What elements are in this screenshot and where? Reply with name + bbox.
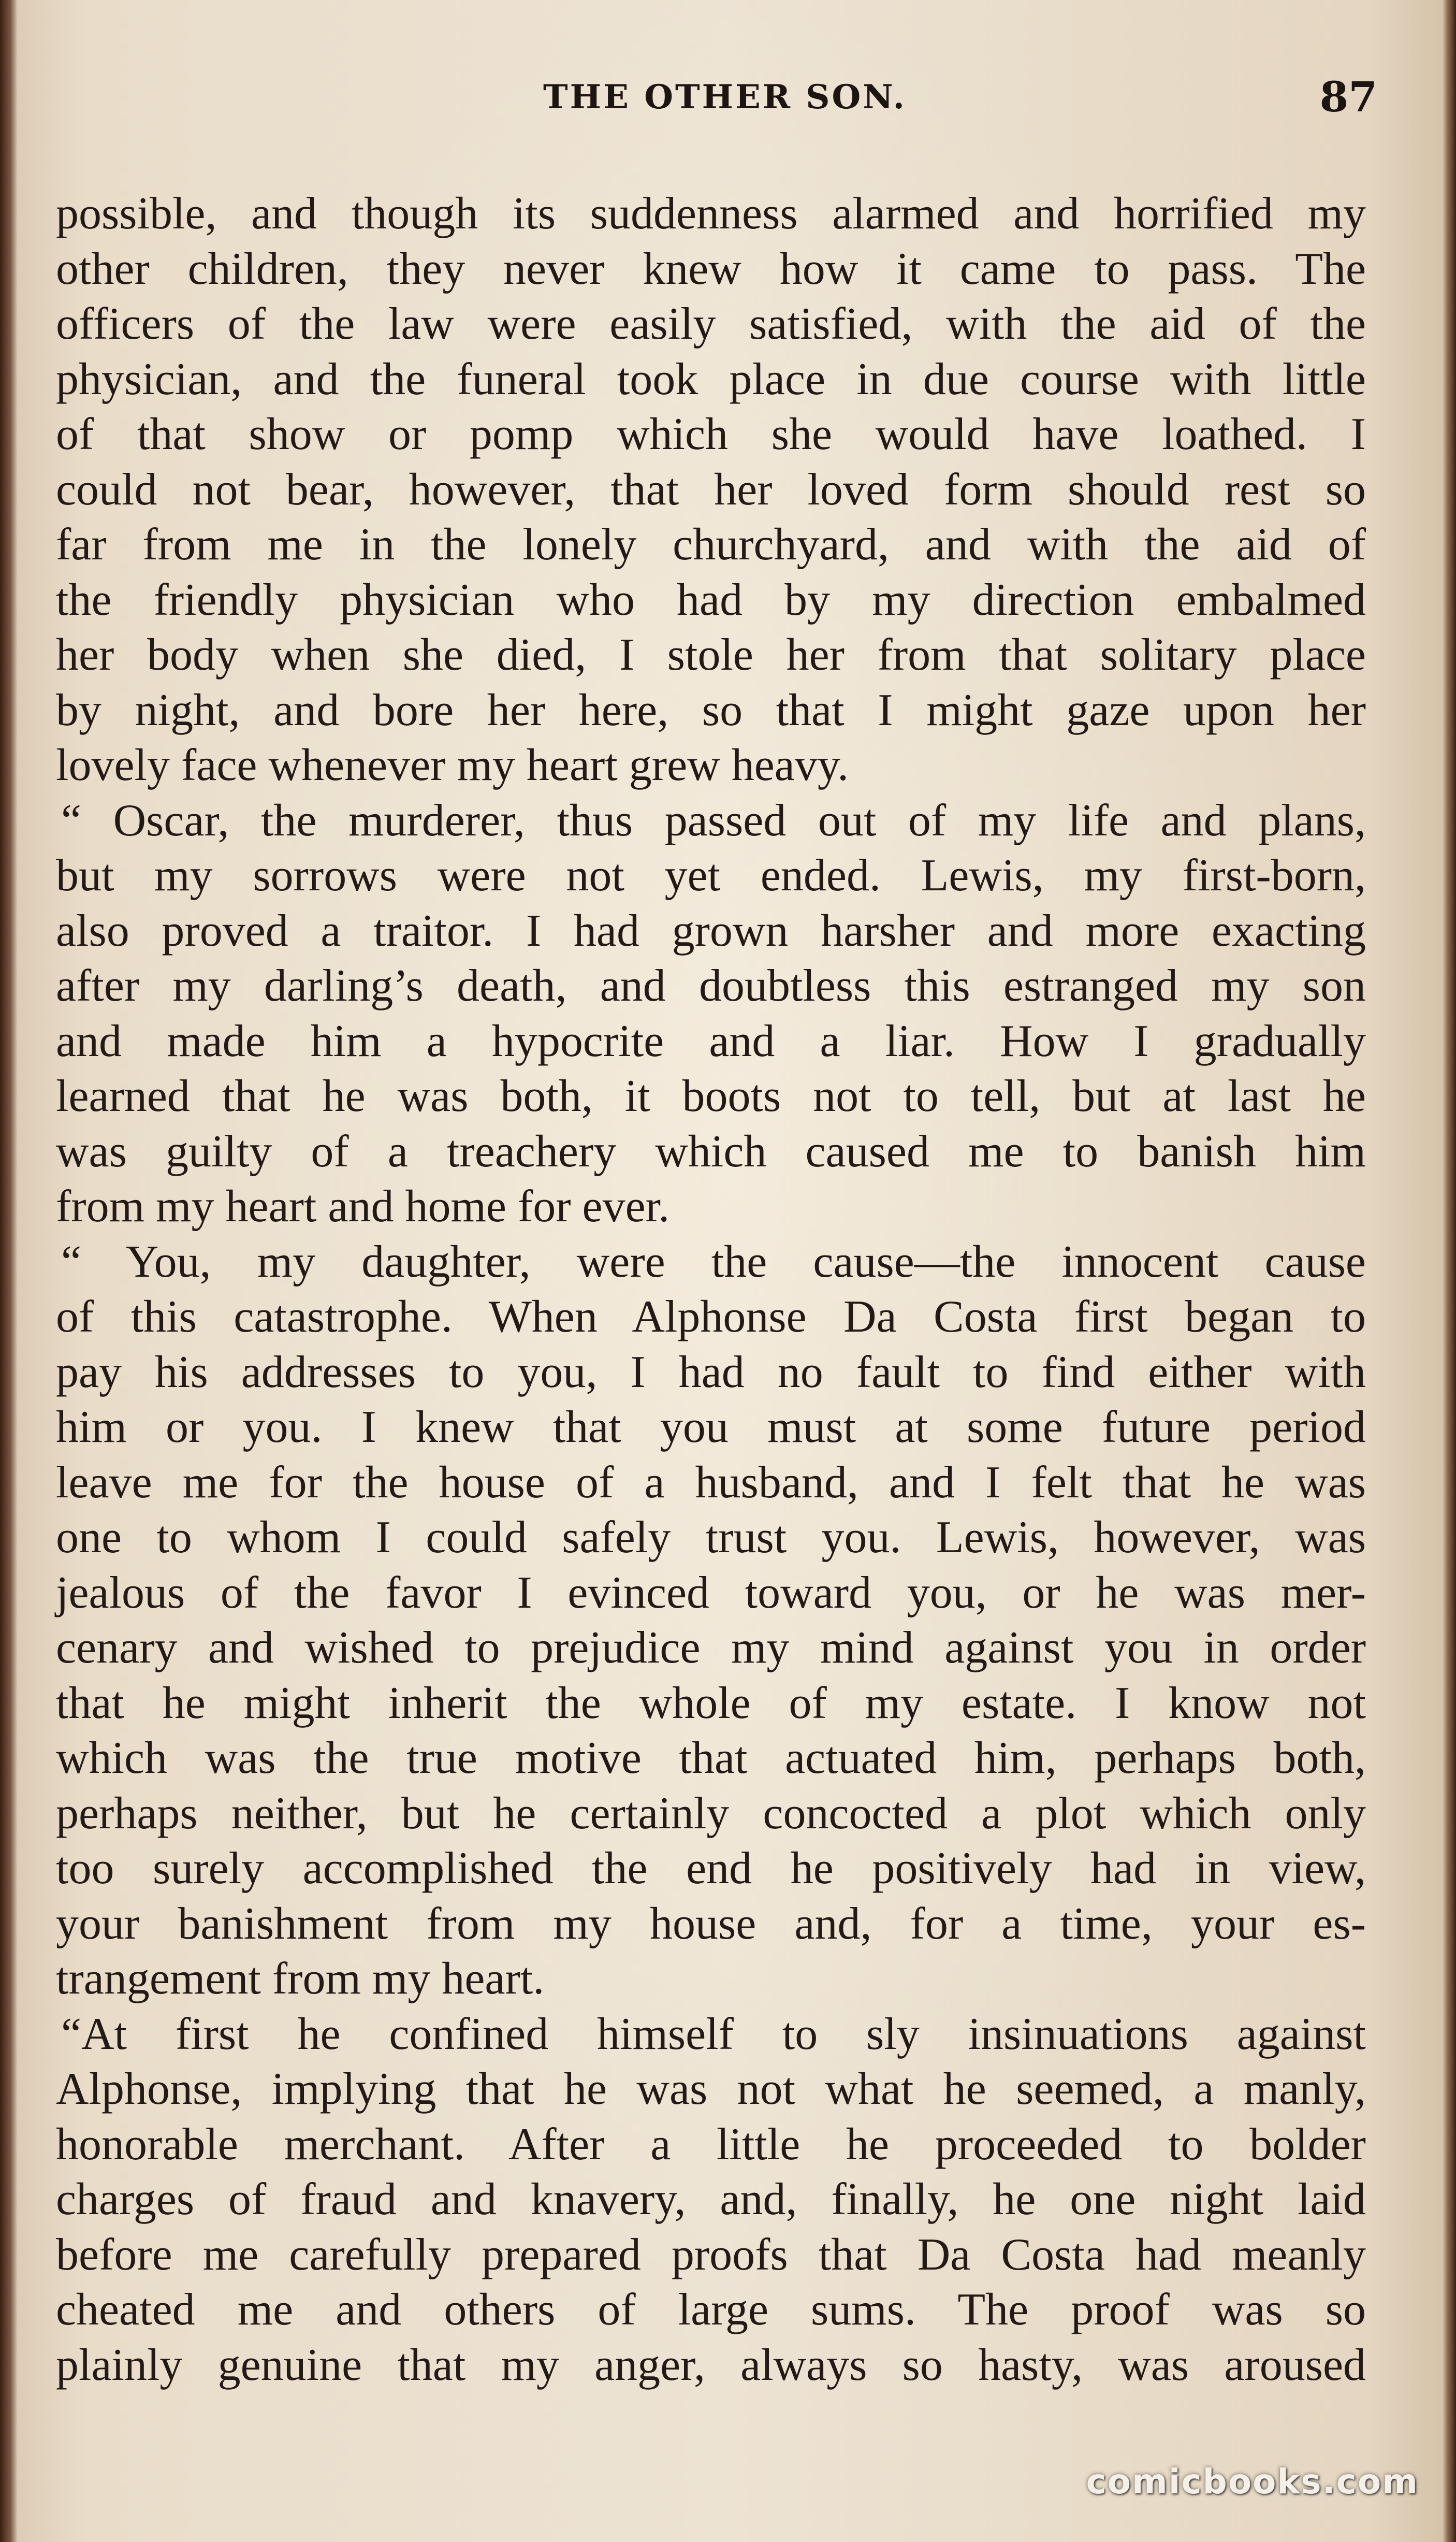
text-line: honorable merchant. After a little he proceeded to bolder — [56, 2119, 1366, 2170]
text-line: from my heart and home for ever. — [56, 1181, 670, 1232]
text-line: could not bear, however, that her loved form should rest so — [56, 464, 1366, 515]
text-line: your banishment from my house and, for a time, your es- — [56, 1898, 1366, 1949]
text-line: Alphonse, implying that he was not what he seemed, a manly, — [56, 2064, 1366, 2114]
text-line: and made him a hypocrite and a liar. How I gradually — [56, 1016, 1366, 1066]
text-line: which was the true motive that actuated him, perhaps both, — [56, 1733, 1366, 1783]
page-right-edge — [1443, 0, 1456, 2542]
text-line: “ You, my daughter, were the cause—the innocent cause — [61, 1236, 1366, 1287]
text-line: “At first he confined himself to sly insinuations against — [61, 2009, 1366, 2059]
text-line: one to whom I could safely trust you. Lewis, however, was — [56, 1512, 1366, 1563]
text-line: other children, they never knew how it came to pass. The — [56, 243, 1366, 294]
watermark: comicbooks.com — [1086, 2462, 1419, 2502]
text-line: learned that he was both, it boots not to tell, but at last he — [56, 1071, 1366, 1121]
text-line: was guilty of a treachery which caused me to banish him — [56, 1126, 1366, 1177]
text-line: him or you. I knew that you must at some future period — [56, 1402, 1366, 1452]
running-header-title: THE OTHER SON. — [543, 78, 907, 117]
text-line: by night, and bore her here, so that I might gaze upon her — [56, 685, 1366, 735]
text-line: too surely accomplished the end he positively had in view, — [56, 1843, 1366, 1894]
text-line: perhaps neither, but he certainly concocted a plot which only — [56, 1788, 1366, 1839]
text-line: far from me in the lonely churchyard, and with the aid of — [56, 519, 1366, 570]
text-line: physician, and the funeral took place in due course with little — [56, 354, 1366, 405]
body-text — [56, 186, 1366, 2393]
text-line: lovely face whenever my heart grew heavy. — [56, 740, 849, 790]
text-line: trangement from my heart. — [56, 1954, 545, 2004]
text-line: her body when she died, I stole her from that solitary place — [56, 630, 1366, 680]
text-line: officers of the law were easily satisfied, with the aid of the — [56, 299, 1366, 349]
text-line: pay his addresses to you, I had no fault to find either with — [56, 1347, 1366, 1397]
text-line: possible, and though its suddenness alarmed and horrified my — [56, 189, 1366, 239]
text-line: of that show or pomp which she would have loathed. I — [56, 409, 1366, 459]
text-line: jealous of the favor I evinced toward you, or he was mer- — [56, 1567, 1366, 1618]
text-line: that he might inherit the whole of my estate. I know not — [56, 1678, 1366, 1728]
text-line: of this catastrophe. When Alphonse Da Costa first began to — [56, 1292, 1366, 1342]
page-number: 87 — [1319, 73, 1377, 121]
text-line: also proved a traitor. I had grown harsher and more exacting — [56, 905, 1366, 956]
text-line: before me carefully prepared proofs that Da Costa had meanly — [56, 2229, 1366, 2280]
text-line: cheated me and others of large sums. The proof was so — [56, 2285, 1366, 2335]
text-line: plainly genuine that my anger, always so hasty, was aroused — [56, 2339, 1366, 2390]
text-line: but my sorrows were not yet ended. Lewis, my first-born, — [56, 850, 1366, 901]
text-line: leave me for the house of a husband, and I felt that he was — [56, 1457, 1366, 1508]
text-line: after my darling’s death, and doubtless this estranged my son — [56, 961, 1366, 1011]
text-line: cenary and wished to prejudice my mind against you in order — [56, 1623, 1366, 1673]
text-line: “ Oscar, the murderer, thus passed out of my life and plans, — [61, 795, 1366, 846]
text-line: the friendly physician who had by my direction embalmed — [56, 574, 1366, 625]
text-line: charges of fraud and knavery, and, finally, he one night laid — [56, 2174, 1366, 2225]
page-left-edge — [0, 0, 18, 2542]
